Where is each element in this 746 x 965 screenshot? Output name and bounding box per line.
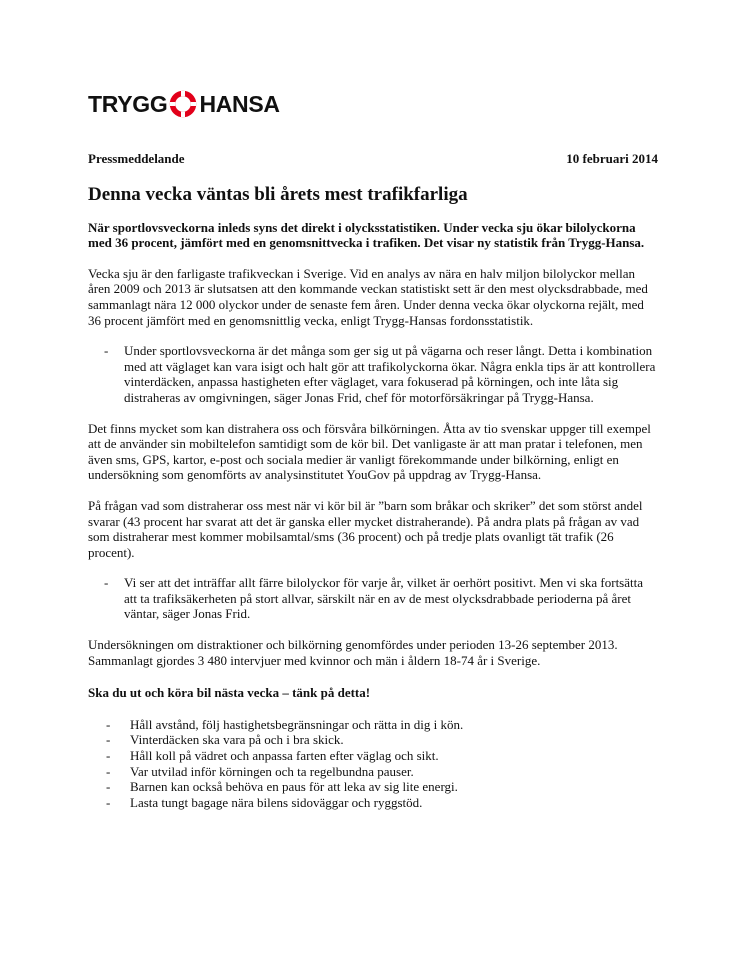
tips-list	[88, 717, 658, 811]
list-item	[88, 748, 658, 764]
list-item-text: Håll koll på vädret och anpassa farten efter väglag och sikt.	[130, 748, 439, 764]
paragraph-1: Vecka sju är den farligaste trafikveckan i Sverige. Vid en analys av nära en halv miljon bilolyckor mellan åren 2009 och 2013 är slutsatsen att den kommande veckan statistiskt sett är den mest olycksdrabbade, med sammanlagt nära 12 000 olyckor under de senaste fem åren. Under denna vecka ökar olyckorna rejält, med 36 procent jämfört med en genomsnittlig vecka, enligt Trygg-Hansas fordonsstatistik.	[88, 265, 648, 328]
paragraph-2: Det finns mycket som kan distrahera oss och försvåra bilkörningen. Åtta av tio svenskar uppger till exempel att de använder sin mobiltelefon samtidigt som de kör bil. Det vanligaste är att man pratar i telefonen, men även sms, GPS, kartor, e-post och sociala medier är vanligt förekommande under bilkörning, enligt en undersökning som genomförts av analysinstitutet YouGov på uppdrag av Trygg-Hansa.	[88, 420, 651, 483]
list-dash: -	[106, 794, 111, 810]
paragraph-4: Undersökningen om distraktioner och bilkörning genomfördes under perioden 13-26 september 2013. Sammanlagt gjordes 3 480 intervjuer med kvinnor och män i åldern 18-74 år i Sverige.	[88, 637, 618, 668]
lifebuoy-ring-icon	[169, 90, 197, 118]
quote-1-text: Under sportlovsveckorna är det många som ger sig ut på vägarna och reser långt. Detta i kombination med att väglaget kan vara isigt och halt gör att trafikolyckorna ökar. Några enkla tips är att kontrollera vinterdäcken, anpassa hastigheten efter väglaget, vara fokuserad på körningen, och inte låta sig distraheras av omgivningen, säger Jonas Frid, chef för motorförsäkringar på Trygg-Hansa.	[124, 343, 656, 405]
quote-dash: -	[104, 343, 109, 359]
list-dash: -	[106, 716, 111, 732]
release-date: 10 februari 2014	[566, 151, 658, 166]
list-item	[88, 779, 658, 795]
header-row	[88, 151, 658, 167]
list-item-text: Barnen kan också behöva en paus för att leka av sig lite energi.	[130, 779, 458, 795]
list-item-text: Håll avstånd, följ hastighetsbegränsningar och rätta in dig i kön.	[130, 716, 464, 732]
list-item-text: Lasta tungt bagage nära bilens sidoväggar och ryggstöd.	[130, 794, 423, 810]
list-dash: -	[106, 748, 111, 764]
tips-heading: Ska du ut och köra bil nästa vecka – tänk på detta!	[88, 685, 371, 701]
lead-paragraph: När sportlovsveckorna inleds syns det direkt i olycksstatistiken. Under vecka sju ökar bilolyckorna med 36 procent, jämfört med en genomsnittvecka i trafiken. Det visar ny statistik från Trygg-Hansa.	[88, 219, 645, 251]
press-release-body	[88, 151, 658, 810]
paragraph-3: På frågan vad som distraherar oss mest när vi kör bil är ”barn som bråkar och skriker” det som störst andel svarar (43 procent har svarat att det är ganska eller mycket distraherande). På andra plats på frågan av vad som distraherar mest kommer mobilsamtal/sms (36 procent) och på tredje plats ovanligt tät trafik (26 procent).	[88, 497, 643, 560]
trygg-hansa-logo	[88, 89, 280, 119]
logo-text-trygg: TRYGG	[88, 90, 168, 117]
list-item-text: Vinterdäcken ska vara på och i bra skick.	[130, 732, 344, 748]
logo-text-hansa: HANSA	[199, 90, 280, 117]
quote-dash: -	[104, 575, 109, 591]
page-title: Denna vecka väntas bli årets mest trafikfarliga	[88, 183, 468, 205]
quote-2	[88, 575, 658, 622]
document-type-label: Pressmeddelande	[88, 151, 185, 166]
quote-1	[88, 343, 658, 405]
list-item	[88, 717, 658, 733]
list-item-text: Var utvilad inför körningen och ta regelbundna pauser.	[130, 763, 414, 779]
list-dash: -	[106, 763, 111, 779]
list-dash: -	[106, 732, 111, 748]
quote-2-text: Vi ser att det inträffar allt färre bilolyckor för varje år, vilket är oerhört positivt. Men vi ska fortsätta att ta trafiksäkerheten på stort allvar, särskilt när en av de mest olycksdrabbade perioderna på året väntar, säger Jonas Frid.	[124, 575, 643, 622]
list-item	[88, 732, 658, 748]
list-dash: -	[106, 779, 111, 795]
list-item	[88, 795, 658, 811]
list-item	[88, 764, 658, 780]
